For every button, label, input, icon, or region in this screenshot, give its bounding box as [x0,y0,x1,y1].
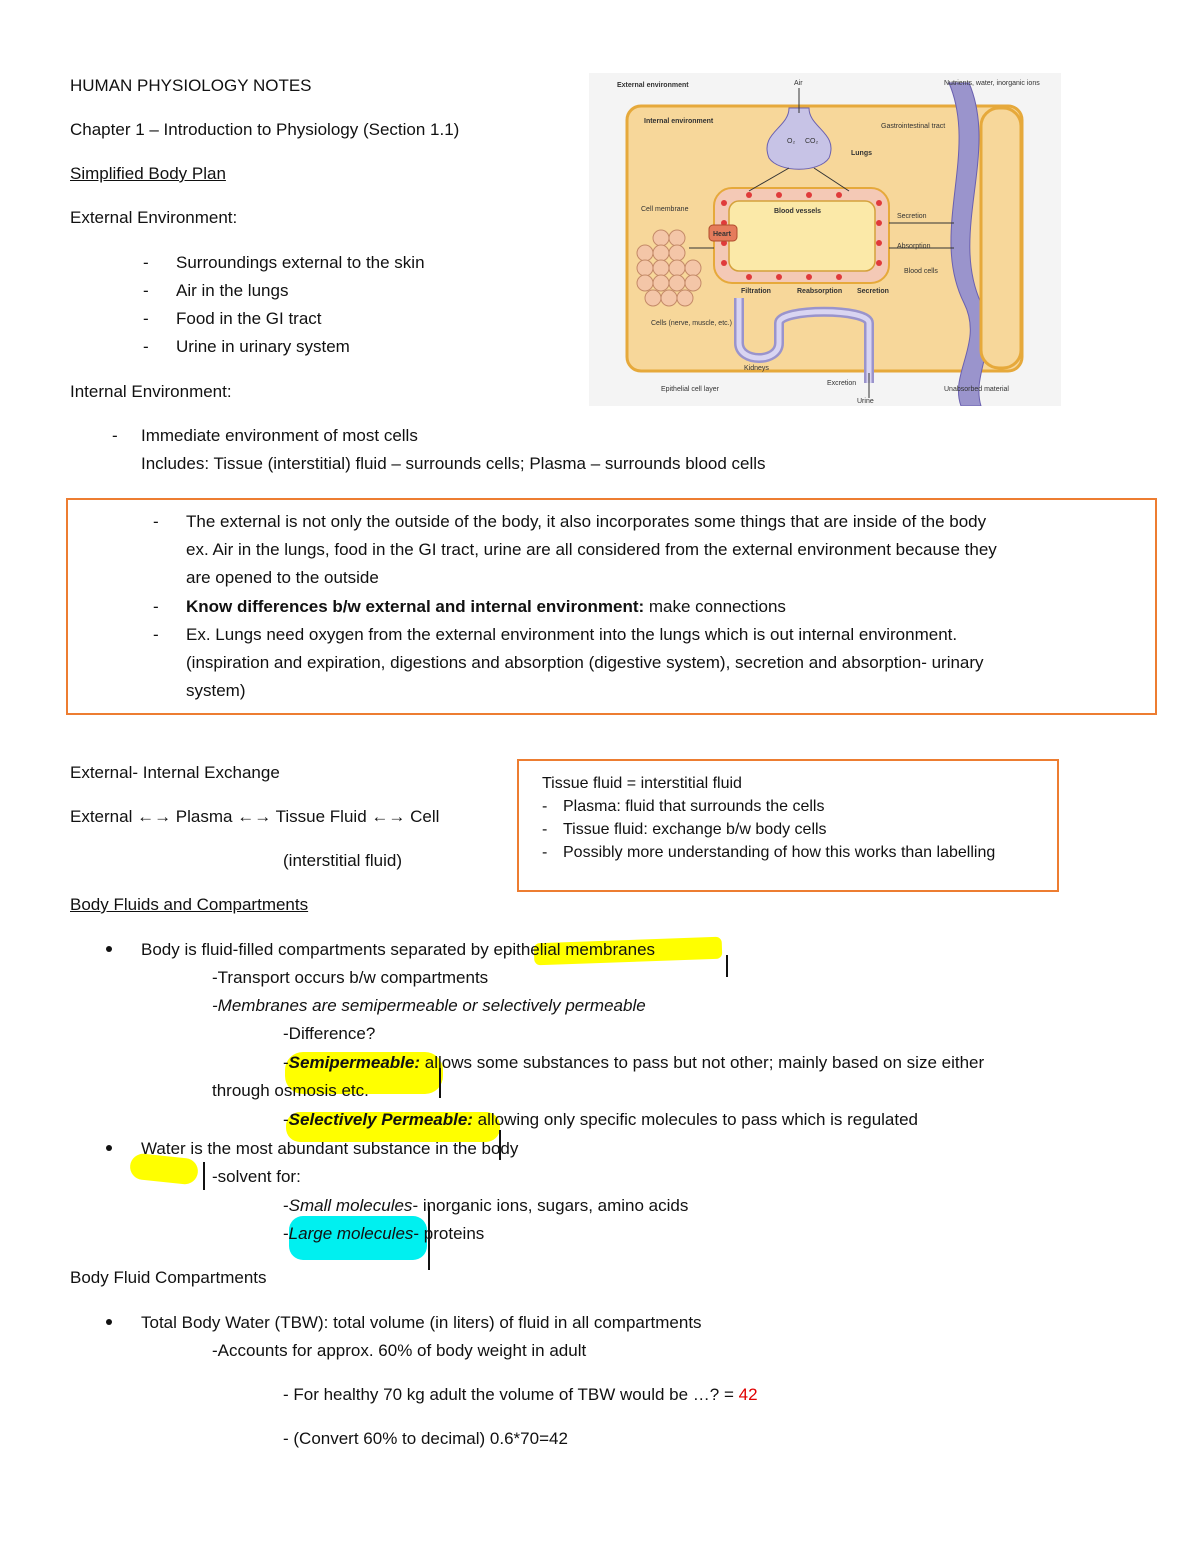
diagram-label: Internal environment [644,118,714,125]
diagram-label: Secretion [857,288,889,295]
note-line [186,597,786,617]
note-line: The external is not only the outside of the body, it also incorporates some things that are inside of the body [186,512,987,531]
dash: - [283,1224,289,1243]
list-item [283,1196,688,1216]
diagram-label: External environment [617,82,689,89]
dash: - [283,1053,289,1072]
list-item: -Accounts for approx. 60% of body weight in adult [212,1341,587,1360]
list-item [283,1110,918,1130]
list-dash: - [112,426,118,445]
tbw-question: - For healthy 70 kg adult the volume of TBW would be …? = [283,1385,739,1404]
dash: - [283,1110,289,1129]
list-item [283,1224,484,1244]
diagram-label: Nutrients, water, inorganic ions [944,80,1040,87]
exchange-note: (interstitial fluid) [283,851,403,870]
list-dash: - [143,309,149,328]
note-bold: Know differences b/w external and internal environment: [186,597,645,616]
list-dash: - [143,281,149,300]
list-item: -Difference? [283,1024,376,1043]
list-item: Immediate environment of most cells [141,426,418,445]
note-rest: make connections [644,597,786,616]
list-item: Water is the most abundant substance in the body [141,1139,519,1158]
diagram-label: Kidneys [744,365,769,372]
list-item: Body is fluid-filled compartments separated by epithelial membranes [141,940,656,959]
list-item [283,1385,758,1405]
list-item: Air in the lungs [176,281,289,300]
list-item: through osmosis etc. [212,1081,369,1100]
term-semipermeable: Semipermeable: [288,1053,421,1072]
list-dash: - [542,844,548,861]
list-item: -solvent for: [212,1167,301,1186]
definition: allows some substances to pass but not other; mainly based on size either [420,1053,985,1072]
body-fluid-heading: Body Fluid Compartments [70,1268,267,1287]
diagram-label: Secretion [897,213,927,220]
definition: - inorganic ions, sugars, amino acids [412,1196,689,1215]
page-title: HUMAN PHYSIOLOGY NOTES [70,76,312,95]
chapter-heading: Chapter 1 – Introduction to Physiology (Section 1.1) [70,120,460,139]
diagram-label: Reabsorption [797,288,843,295]
text-cursor [203,1162,205,1190]
term-selective: Selectively Permeable: [288,1110,473,1129]
term-large: Large molecules [288,1224,414,1243]
list-item: Possibly more understanding of how this works than labelling [563,844,996,861]
diagram-label: CO₂ [805,138,819,145]
list-item: Total Body Water (TBW): total volume (in liters) of fluid in all compartments [141,1313,702,1332]
diagram-label: Cells (nerve, muscle, etc.) [651,320,732,327]
list-item: Tissue fluid: exchange b/w body cells [563,821,827,838]
body-plan-svg [589,73,1061,406]
includes-text: Includes: Tissue (interstitial) fluid – surrounds cells; Plasma – surrounds blood cells [141,454,766,473]
diagram-label: Gastrointestinal tract [881,123,946,130]
diagram-label: Epithelial cell layer [661,386,719,393]
list-dash: - [143,253,149,272]
diagram-label: Urine [857,398,874,405]
exchange-heading: External- Internal Exchange [70,763,280,782]
list-item: Urine in urinary system [176,337,350,356]
list-item: -Transport occurs b/w compartments [212,968,489,987]
note-line: Ex. Lungs need oxygen from the external environment into the lungs which is out internal environment. [186,625,958,644]
diagram-label: Air [794,80,803,87]
diagram-label: Unabsorbed material [944,386,1009,393]
diagram-label: Blood vessels [774,208,822,215]
compartments-heading: Body Fluids and Compartments [70,895,309,914]
list-item: -Membranes are semipermeable or selectively permeable [212,996,646,1015]
note-line: (inspiration and expiration, digestions and absorption (digestive system), secretion and absorption- urinary [186,653,984,672]
list-dash: - [542,821,548,838]
tissue-box-title: Tissue fluid = interstitial fluid [542,775,742,792]
internal-env-heading: Internal Environment: [70,382,232,401]
exchange-flow: External ←→ Plasma ←→ Tissue Fluid ←→ Cell [70,807,440,826]
diagram-label: Excretion [827,380,857,387]
definition: allowing only specific molecules to pass which is regulated [472,1110,919,1129]
list-dash: - [153,625,159,644]
list-item: Plasma: fluid that surrounds the cells [563,798,825,815]
bullet [106,1319,112,1325]
diagram-label: Filtration [741,288,771,295]
term-small: Small molecules [288,1196,413,1215]
diagram-label: Heart [713,231,731,238]
list-item: - (Convert 60% to decimal) 0.6*70=42 [283,1429,568,1448]
diagram-label: Cell membrane [641,206,689,213]
list-item [283,1053,984,1073]
section-subtitle: Simplified Body Plan [70,164,226,183]
definition: - proteins [413,1224,485,1243]
list-dash: - [153,512,159,531]
diagram-label: Absorption [897,243,931,250]
diagram-label: O₂ [787,138,796,145]
tbw-answer: 42 [738,1385,758,1404]
list-item: Food in the GI tract [176,309,322,328]
note-line: ex. Air in the lungs, food in the GI tract, urine are all considered from the external environment because they [186,540,997,559]
diagram-label: Blood cells [904,268,938,275]
bullet [106,1145,112,1151]
diagram-label: Lungs [851,150,872,157]
list-dash: - [143,337,149,356]
external-env-heading: External Environment: [70,208,238,227]
list-item: Surroundings external to the skin [176,253,425,272]
list-dash: - [542,798,548,815]
dash: - [283,1196,289,1215]
note-line: are opened to the outside [186,568,379,587]
text-cursor [726,955,728,977]
bullet [106,946,112,952]
note-line: system) [186,681,246,700]
body-plan-diagram [589,73,1061,406]
list-dash: - [153,597,159,616]
